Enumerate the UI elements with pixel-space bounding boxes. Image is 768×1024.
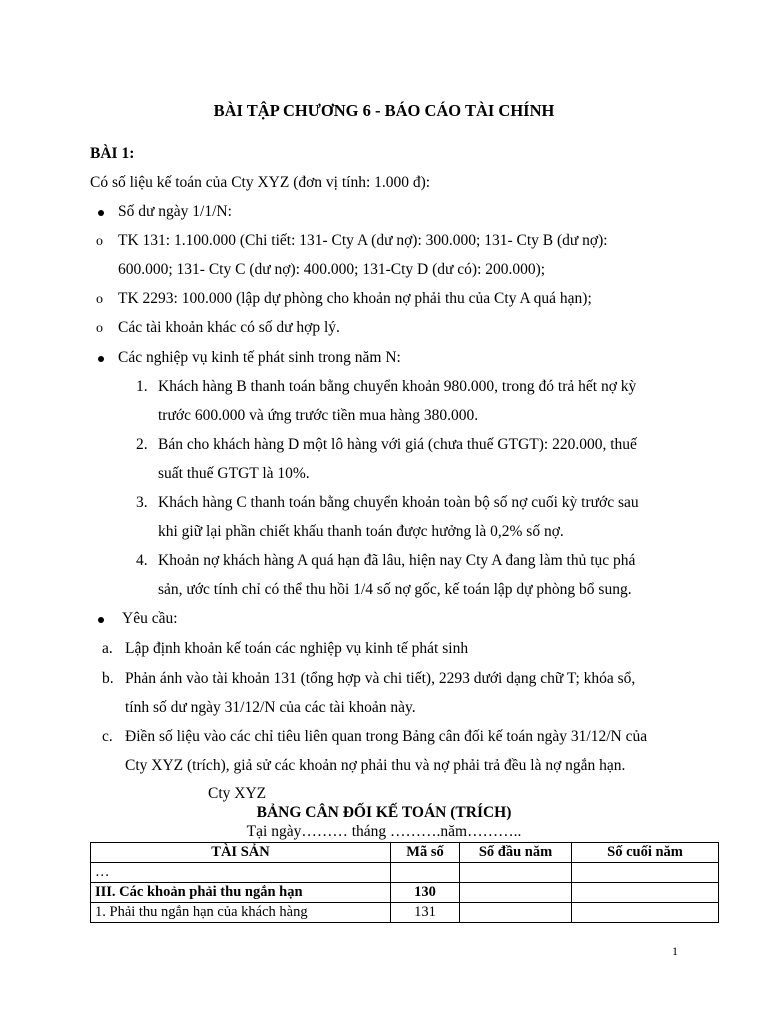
table-cell — [572, 883, 719, 903]
requirement-item: Phản ánh vào tài khoản 131 (tổng hợp và chi tiết), 2293 dưới dạng chữ T; khóa sổ, — [125, 670, 636, 687]
circle-bullet-icon: o — [96, 321, 103, 336]
table-cell: … — [91, 863, 391, 883]
table-cell: 1. Phải thu ngắn hạn của khách hàng — [91, 903, 391, 923]
transaction-item: Khách hàng B thanh toán bằng chuyển khoản 980.000, trong đó trả hết nợ kỳ — [158, 378, 637, 395]
transaction-item-cont: khi giữ lại phần chiết khấu thanh toán được hưởng là 0,2% số nợ. — [158, 523, 564, 540]
requirement-item: Điền số liệu vào các chỉ tiêu liên quan trong Bảng cân đối kế toán ngày 31/12/N của — [125, 728, 648, 745]
table-cell — [572, 863, 719, 883]
table-cell — [460, 903, 572, 923]
transaction-item: Khoản nợ khách hàng A quá hạn đã lâu, hiện nay Cty A đang làm thủ tục phá — [158, 552, 636, 569]
header-opening: Số đầu năm — [460, 843, 572, 863]
table-row — [91, 863, 719, 883]
list-number: 3. — [136, 494, 148, 511]
transaction-item: Khách hàng C thanh toán bằng chuyển khoản toàn bộ số nợ cuối kỳ trước sau — [158, 494, 639, 511]
table-header-row — [91, 843, 719, 863]
header-code: Mã số — [391, 843, 460, 863]
bullet-icon — [98, 617, 104, 623]
requirement-item: Lập định khoản kế toán các nghiệp vụ kinh tế phát sinh — [125, 640, 469, 657]
page-title: BÀI TẬP CHƯƠNG 6 - BÁO CÁO TÀI CHÍNH — [213, 101, 555, 120]
table-cell — [460, 883, 572, 903]
table-cell: III. Các khoản phải thu ngắn hạn — [91, 883, 391, 903]
exercise-heading: BÀI 1: — [90, 145, 135, 162]
transaction-item: Bán cho khách hàng D một lô hàng với giá (chưa thuế GTGT): 220.000, thuế — [158, 436, 637, 453]
page-number: 1 — [672, 944, 678, 958]
list-number: 2. — [136, 436, 148, 453]
company-name: Cty XYZ — [208, 785, 267, 802]
circle-bullet-icon: o — [96, 234, 103, 249]
list-letter: c. — [102, 728, 113, 745]
header-assets: TÀI SẢN — [91, 843, 391, 863]
table-cell — [572, 903, 719, 923]
opening-item: TK 131: 1.100.000 (Chi tiết: 131- Cty A (dư nợ): 300.000; 131- Cty B (dư nợ): — [118, 232, 608, 249]
requirement-item-cont: tính số dư ngày 31/12/N của các tài khoản này. — [125, 699, 416, 716]
opening-item: Các tài khoản khác có số dư hợp lý. — [118, 319, 340, 336]
transaction-item-cont: trước 600.000 và ứng trước tiền mua hàng 380.000. — [158, 407, 479, 424]
transaction-item-cont: suất thuế GTGT là 10%. — [158, 465, 310, 482]
table-cell: 130 — [391, 883, 460, 903]
list-number: 4. — [136, 552, 148, 569]
opening-item: TK 2293: 100.000 (lập dự phòng cho khoản nợ phải thu của Cty A quá hạn); — [118, 290, 592, 307]
table-cell — [391, 863, 460, 883]
list-number: 1. — [136, 378, 148, 395]
transactions-heading: Các nghiệp vụ kinh tế phát sinh trong năm N: — [118, 349, 401, 366]
balance-sheet-table — [90, 842, 719, 923]
opening-item-cont: 600.000; 131- Cty C (dư nợ): 400.000; 131-Cty D (dư có): 200.000); — [118, 261, 546, 278]
table-row — [91, 903, 719, 923]
bullet-icon — [98, 210, 104, 216]
header-closing: Số cuối năm — [572, 843, 719, 863]
requirement-item-cont: Cty XYZ (trích), giả sử các khoản nợ phải thu và nợ phải trả đều là nợ ngắn hạn. — [125, 757, 626, 774]
list-letter: a. — [102, 640, 113, 657]
table-date: Tại ngày……… tháng ……….năm……….. — [246, 823, 522, 840]
list-letter: b. — [102, 670, 114, 687]
intro-text: Có số liệu kế toán của Cty XYZ (đơn vị tính: 1.000 đ): — [90, 174, 431, 191]
opening-heading: Số dư ngày 1/1/N: — [118, 203, 232, 220]
table-cell — [460, 863, 572, 883]
table-title: BẢNG CÂN ĐỐI KẾ TOÁN (TRÍCH) — [256, 804, 512, 821]
bullet-icon — [98, 356, 104, 362]
circle-bullet-icon: o — [96, 292, 103, 307]
transaction-item-cont: sản, ước tính chỉ có thể thu hồi 1/4 số nợ gốc, kế toán lập dự phòng bổ sung. — [158, 581, 632, 598]
requirements-heading: Yêu cầu: — [122, 610, 178, 627]
table-cell: 131 — [391, 903, 460, 923]
table-row — [91, 883, 719, 903]
